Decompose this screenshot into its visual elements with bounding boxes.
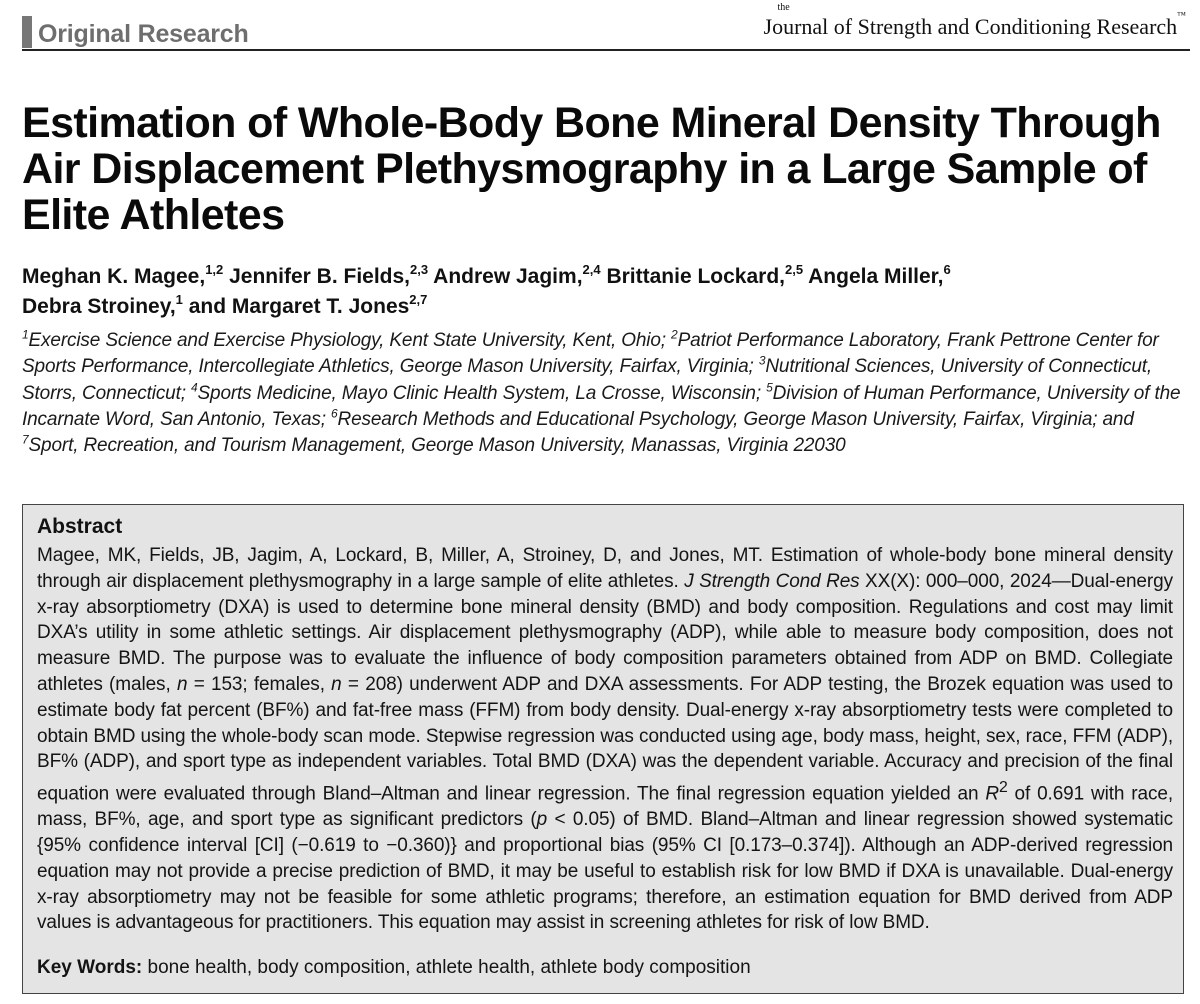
affiliation-mark: 2 (671, 327, 678, 342)
author-affiliation-mark: 1 (175, 292, 183, 307)
affiliation-text: Division of Human Performance, University of the Incarnate Word, San Antonio, Texas; (22, 382, 1181, 430)
affiliation-text: Research Methods and Educational Psychology, George Mason University, Fairfax, Virginia; and (337, 408, 1134, 430)
p-symbol: p (536, 809, 548, 831)
affiliations (22, 328, 1194, 459)
affiliation-mark: 5 (766, 380, 773, 395)
affiliation-text: Sports Medicine, Mayo Clinic Health System, La Crosse, Wisconsin; (197, 382, 767, 404)
author-affiliation-mark: 2,7 (409, 292, 428, 307)
r-squared-exponent: 2 (998, 779, 1008, 797)
n-symbol: n (331, 673, 342, 695)
abstract-text: Magee, MK, Fields, JB, Jagim, A, Lockard, B, Miller, A, Stroiney, D, and Jones, MT. Estimation of whole-body bone mineral density through air displacement plethysmography in a large sample of elite athletes. (37, 545, 1173, 592)
section-marker-bar (22, 16, 32, 48)
keywords-text: bone health, body composition, athlete health, athlete body composition (142, 957, 751, 978)
affiliation-text: Sport, Recreation, and Tourism Management, George Mason University, Manassas, Virginia 22030 (28, 435, 846, 457)
affiliation-mark: 4 (190, 380, 198, 395)
affiliation-mark: 3 (758, 353, 766, 368)
keywords-label: Key Words: (37, 957, 143, 978)
journal-title: Journal of Strength and Conditioning Research (763, 14, 1178, 39)
author-list (22, 262, 1182, 322)
journal-small-label: the (777, 2, 790, 13)
abstract-body (37, 543, 1173, 936)
journal-name (764, 2, 1186, 40)
author-affiliation-mark: 2,5 (785, 262, 804, 277)
author-name: Angela Miller, (808, 265, 944, 288)
article-title: Estimation of Whole-Body Bone Mineral Density Through Air Displacement Plethysmography in a Large Sample of Elite Athletes (22, 99, 1161, 239)
author-affiliation-mark: 2,3 (410, 262, 429, 277)
abstract-text: XX(X): 000–000, 2024—Dual-energy x-ray absorptiometry (DXA) is used to determine bone mineral density (BMD) and body composition. Regulations and cost may limit DXA’s utility in some athletic settings. Air displacement plethysmography (ADP), while able to measure body composition, does not measure BMD. The purpose was to evaluate the influence of body composition parameters obtained from ADP on BMD. Collegiate athletes (males, (37, 570, 1173, 695)
header-rule (22, 49, 1190, 51)
r-symbol: R (985, 783, 999, 805)
affiliation-mark: 1 (22, 327, 29, 342)
author-name: and Margaret T. Jones (188, 295, 410, 318)
author-name: Meghan K. Magee, (22, 265, 206, 288)
abstract-text: < 0.05) of BMD. Bland–Altman and linear regression showed systematic {95% confidence interval [CI] (−0.619 to −0.360)} and proportional bias (95% CI [0.173–0.374]). Although an ADP-derived regression equation may not provide a precise prediction of BMD, it may be useful to establish risk for low BMD if DXA is unavailable. Dual-energy x-ray absorptiometry may not be feasible for some athletic programs; therefore, an estimation equation for BMD derived from ADP values is advantageous for practitioners. This equation may assist in screening athletes for risk of low BMD. (37, 809, 1173, 934)
affiliation-text: Patriot Performance Laboratory, Frank Pettrone Center for Sports Performance, Intercollegiate Athletics, George Mason University, Fairfax, Virginia; (22, 330, 1159, 378)
abstract-text: = 153; females, (187, 673, 332, 695)
keywords-line (37, 957, 751, 979)
abstract-text: of 0.691 with race, mass, BF%, age, and sport type as significant predictors ( (37, 783, 1173, 831)
section-label: Original Research (38, 20, 249, 48)
author-affiliation-mark: 2,4 (582, 262, 601, 277)
page-header (0, 0, 1200, 52)
affiliation-text: Nutritional Sciences, University of Connecticut, Storrs, Connecticut; (22, 356, 1153, 404)
author-affiliation-mark: 1,2 (205, 262, 224, 277)
abstract-box (22, 504, 1184, 994)
affiliation-mark: 7 (22, 432, 29, 447)
author-name: Debra Stroiney, (22, 295, 176, 318)
abstract-heading: Abstract (37, 515, 123, 538)
author-name: Brittanie Lockard, (606, 265, 785, 288)
author-affiliation-mark: 6 (943, 262, 951, 277)
affiliation-text: Exercise Science and Exercise Physiology, Kent State University, Kent, Ohio; (28, 330, 672, 351)
journal-citation: J Strength Cond Res (684, 570, 860, 592)
n-symbol: n (176, 673, 188, 695)
journal-trademark: ™ (1177, 10, 1186, 20)
author-name: Andrew Jagim, (433, 265, 583, 288)
author-name: Jennifer B. Fields, (229, 265, 411, 288)
affiliation-mark: 6 (330, 406, 338, 421)
abstract-text: = 208) underwent ADP and DXA assessments. For ADP testing, the Brozek equation was used to estimate body fat percent (BF%) and fat-free mass (FFM) from body density. Dual-energy x-ray absorptiometry tests were completed to obtain BMD using the whole-body scan mode. Stepwise regression was conducted using age, body mass, height, sex, race, FFM (ADP), BF% (ADP), and sport type as independent variables. Total BMD (DXA) was the dependent variable. Accuracy and precision of the final equation were evaluated through Bland–Altman and linear regression. The final regression equation yielded an (37, 673, 1173, 805)
